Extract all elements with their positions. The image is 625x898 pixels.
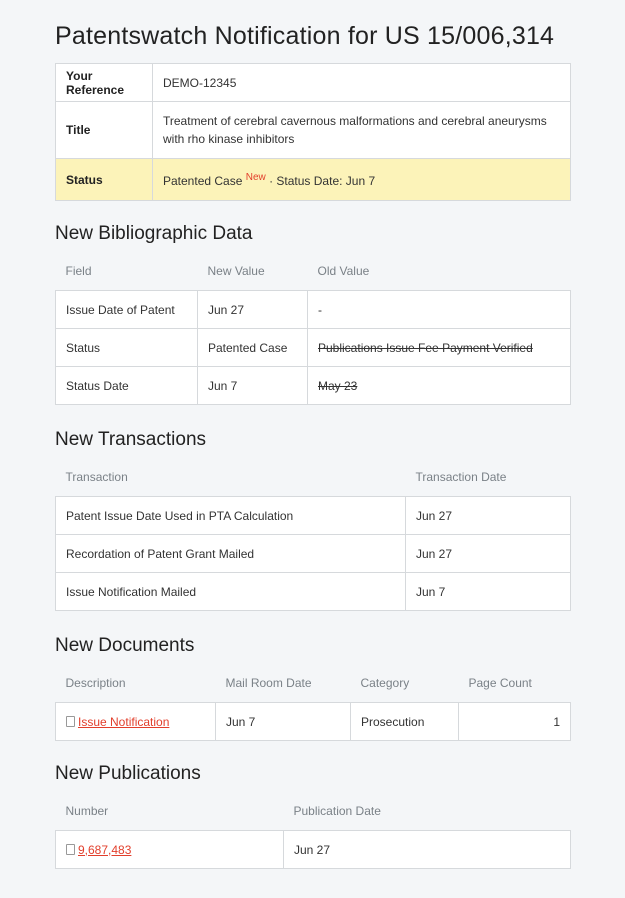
old-value-cell [308,329,571,367]
category-cell: Prosecution [351,703,459,741]
number-cell [56,831,284,869]
field-cell: Status Date [56,367,198,405]
file-icon [66,844,75,855]
document-link[interactable]: Issue Notification [78,714,170,729]
table-row [56,291,571,329]
col-transaction-date: Transaction Date [415,470,507,484]
table-row [56,535,571,573]
transaction-date-cell: Jun 27 [406,497,571,535]
status-label: Status [56,159,153,201]
field-cell: Status [56,329,198,367]
new-value-cell: Jun 27 [198,291,308,329]
biblio-heading: New Bibliographic Data [55,223,253,244]
title-label: Title [56,102,153,159]
col-field: Field [65,264,92,278]
col-publication-date: Publication Date [293,804,381,818]
reference-label: Your Reference [56,64,153,102]
reference-value: DEMO-12345 [153,64,571,102]
publication-link[interactable]: 9,687,483 [78,842,132,857]
transactions-header [56,458,571,497]
mail-date-cell: Jun 7 [216,703,351,741]
documents-table [55,664,571,741]
status-date: · Status Date: Jun 7 [265,173,376,188]
transactions-table [55,458,571,611]
table-row [56,831,571,869]
status-cell [153,159,571,201]
col-page-count: Page Count [468,676,532,690]
transaction-date-cell: Jun 27 [406,535,571,573]
field-cell: Issue Date of Patent [56,291,198,329]
file-icon [66,716,75,727]
transaction-date-cell: Jun 7 [406,573,571,611]
new-value-cell: Jun 7 [198,367,308,405]
old-value-strike: May 23 [318,378,358,393]
documents-heading: New Documents [55,635,195,656]
table-row [56,329,571,367]
col-old-value: Old Value [317,264,370,278]
new-value-cell: Patented Case [198,329,308,367]
col-mail-room-date: Mail Room Date [225,676,312,690]
col-number: Number [65,804,109,818]
page-title: Patentswatch Notification for US 15/006,314 [55,22,555,50]
old-value-cell: - [308,291,571,329]
col-transaction: Transaction [65,470,128,484]
transaction-cell: Issue Notification Mailed [56,573,406,611]
documents-header [56,664,571,703]
biblio-table [55,252,571,405]
publication-date-cell: Jun 27 [284,831,571,869]
table-row [56,703,571,741]
description-cell [56,703,216,741]
table-row [56,497,571,535]
transaction-cell: Patent Issue Date Used in PTA Calculation [56,497,406,535]
table-row [56,367,571,405]
col-new-value: New Value [207,264,265,278]
biblio-header [56,252,571,291]
summary-table [55,63,571,201]
publications-header [56,792,571,831]
status-value: Patented Case [163,173,243,188]
publications-heading: New Publications [55,763,201,784]
summary-row-title [56,102,571,159]
title-value: Treatment of cerebral cavernous malformations and cerebral aneurysms with rho kinase inhibitors [153,102,571,159]
transactions-heading: New Transactions [55,429,207,450]
publications-table [55,792,571,869]
col-description: Description [65,676,126,690]
old-value-cell [308,367,571,405]
old-value-strike: Publications Issue Fee Payment Verified [318,340,533,355]
page-count-cell: 1 [459,703,571,741]
new-badge: New [245,171,266,183]
summary-row-reference [56,64,571,102]
transaction-cell: Recordation of Patent Grant Mailed [56,535,406,573]
col-category: Category [360,676,410,690]
table-row [56,573,571,611]
summary-row-status [56,159,571,201]
